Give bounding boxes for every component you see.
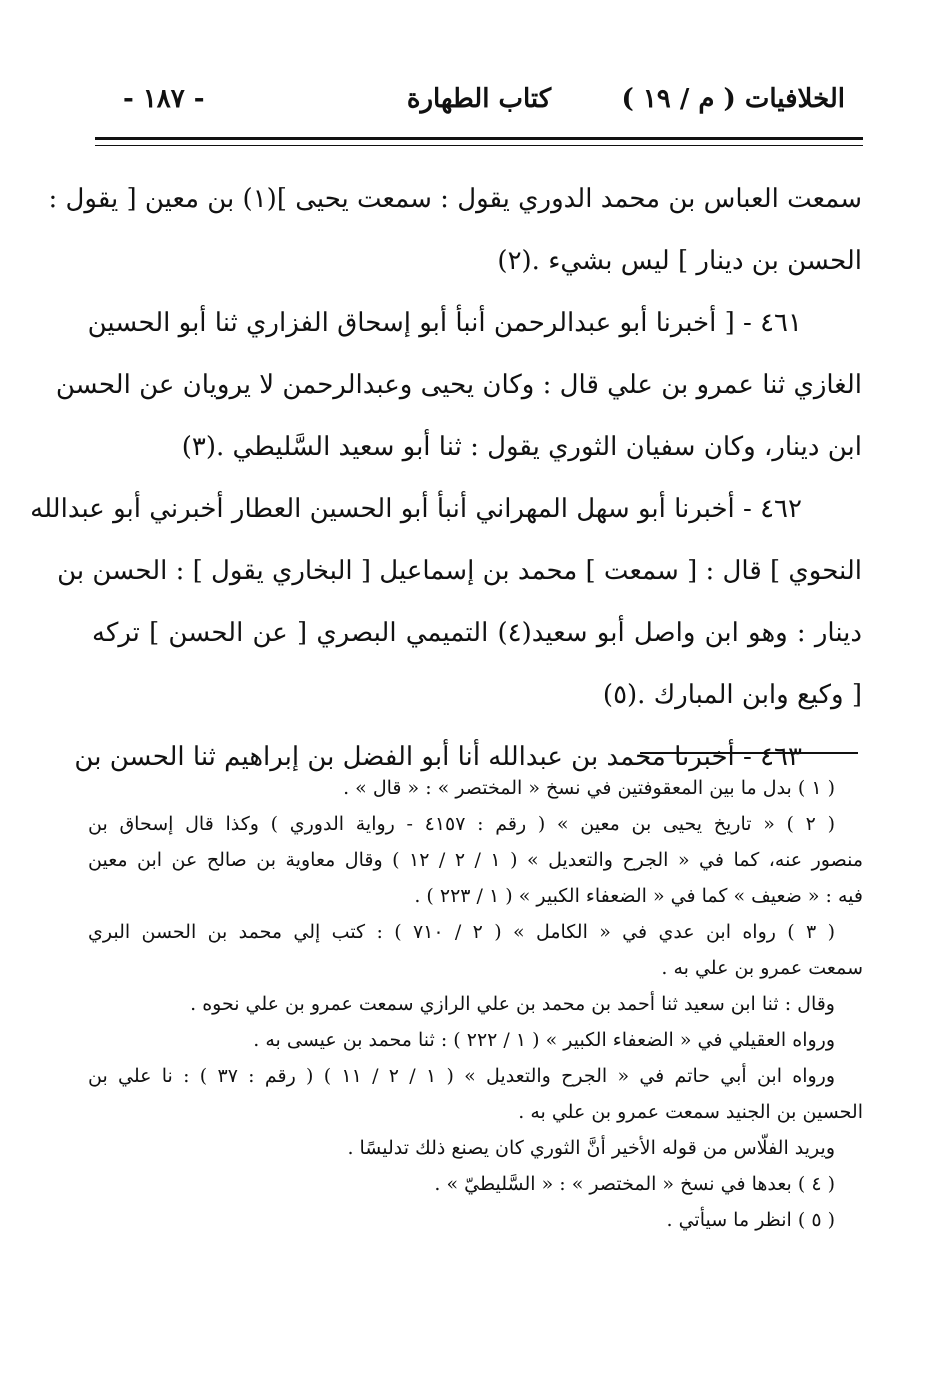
page-number: - ١٨٧ - (123, 84, 205, 114)
header-rule-thin (95, 145, 863, 146)
footnote-line: ( ٤ ) بعدها في نسخ « المختصر » : « السَّليطيّ » . (434, 1173, 835, 1195)
footnote-separator (640, 752, 858, 754)
running-header (95, 84, 863, 128)
main-text (30, 168, 862, 788)
footnote-line: ورواه العقيلي في « الضعفاء الكبير » ( ١ / ٢٢٢ ) : ثنا محمد بن عيسى به . (253, 1029, 835, 1051)
footnote-line: ( ٥ ) انظر ما سيأتي . (666, 1209, 835, 1231)
chapter-title: كتاب الطهارة (406, 84, 552, 114)
footnote-line: وقال : ثنا ابن سعيد ثنا أحمد بن محمد بن علي الرازي سمعت عمرو بن علي نحوه . (190, 993, 835, 1015)
header-rule-thick (95, 137, 863, 140)
footnote-line: ( ٢ ) « تاريخ يحيى بن معين » ( رقم : ٤١٥٧ - رواية الدوري ) وكذا قال إسحاق بن (88, 813, 835, 835)
footnote-line: ( ٣ ) رواه ابن عدي في « الكامل » ( ٢ / ٧١٠ ) : كتب إلي محمد بن الحسن البري (88, 921, 836, 943)
footnote-line: ورواه ابن أبي حاتم في « الجرح والتعديل » ( ١ / ٢ / ١١ ) ( رقم : ٣٧ ) : نا علي بن (88, 1065, 836, 1087)
body-line: النحوي ] قال : [ سمعت ] محمد بن إسماعيل [ البخاري يقول ] : الحسن بن (57, 556, 862, 586)
book-title: الخلافيات ( م / ١٩ ) (621, 84, 845, 114)
footnote-line: ( ١ ) بدل ما بين المعقوفتين في نسخ « المختصر » : « قال » . (343, 777, 835, 799)
body-line: [ وكيع وابن المبارك .(٥) (602, 680, 862, 710)
footnote-line: الحسين بن الجنيد سمعت عمرو بن علي به . (518, 1101, 863, 1123)
footnote-line: فيه : « ضعيف » كما في « الضعفاء الكبير » ( ١ / ٢٢٣ ) . (414, 885, 863, 907)
footnote-line: ويريد الفلّاس من قوله الأخير أنَّ الثوري كان يصنع ذلك تدليسًا . (347, 1137, 835, 1159)
body-line: ٤٦١ - [ أخبرنا أبو عبدالرحمن أنبأ أبو إسحاق الفزاري ثنا أبو الحسين (87, 308, 802, 338)
body-line: الغازي ثنا عمرو بن علي قال : وكان يحيى وعبدالرحمن لا يرويان عن الحسن (55, 370, 862, 400)
body-line: الحسن بن دينار ] ليس بشيء .(٢) (497, 246, 862, 276)
footnote-line: سمعت عمرو بن علي به . (661, 957, 863, 979)
footnotes (88, 770, 863, 1238)
footnote-line: منصور عنه، كما في « الجرح والتعديل » ( ١ / ٢ / ١٢ ) وقال معاوية بن صالح عن ابن معين (88, 849, 864, 871)
body-line: ٤٦٣ - أخبرنا محمد بن عبدالله أنا أبو الفضل بن إبراهيم ثنا الحسن بن (74, 742, 802, 772)
body-line: دينار : وهو ابن واصل أبو سعيد(٤) التميمي البصري [ عن الحسن ] تركه (92, 618, 862, 648)
body-line: ابن دينار، وكان سفيان الثوري يقول : ثنا أبو سعيد السَّليطي .(٣) (181, 432, 862, 462)
body-line: سمعت العباس بن محمد الدوري يقول : سمعت يحيى ](١) بن معين [ يقول : (48, 184, 862, 214)
body-line: ٤٦٢ - أخبرنا أبو سهل المهراني أنبأ أبو الحسين العطار أخبرني أبو عبدالله (30, 494, 802, 524)
